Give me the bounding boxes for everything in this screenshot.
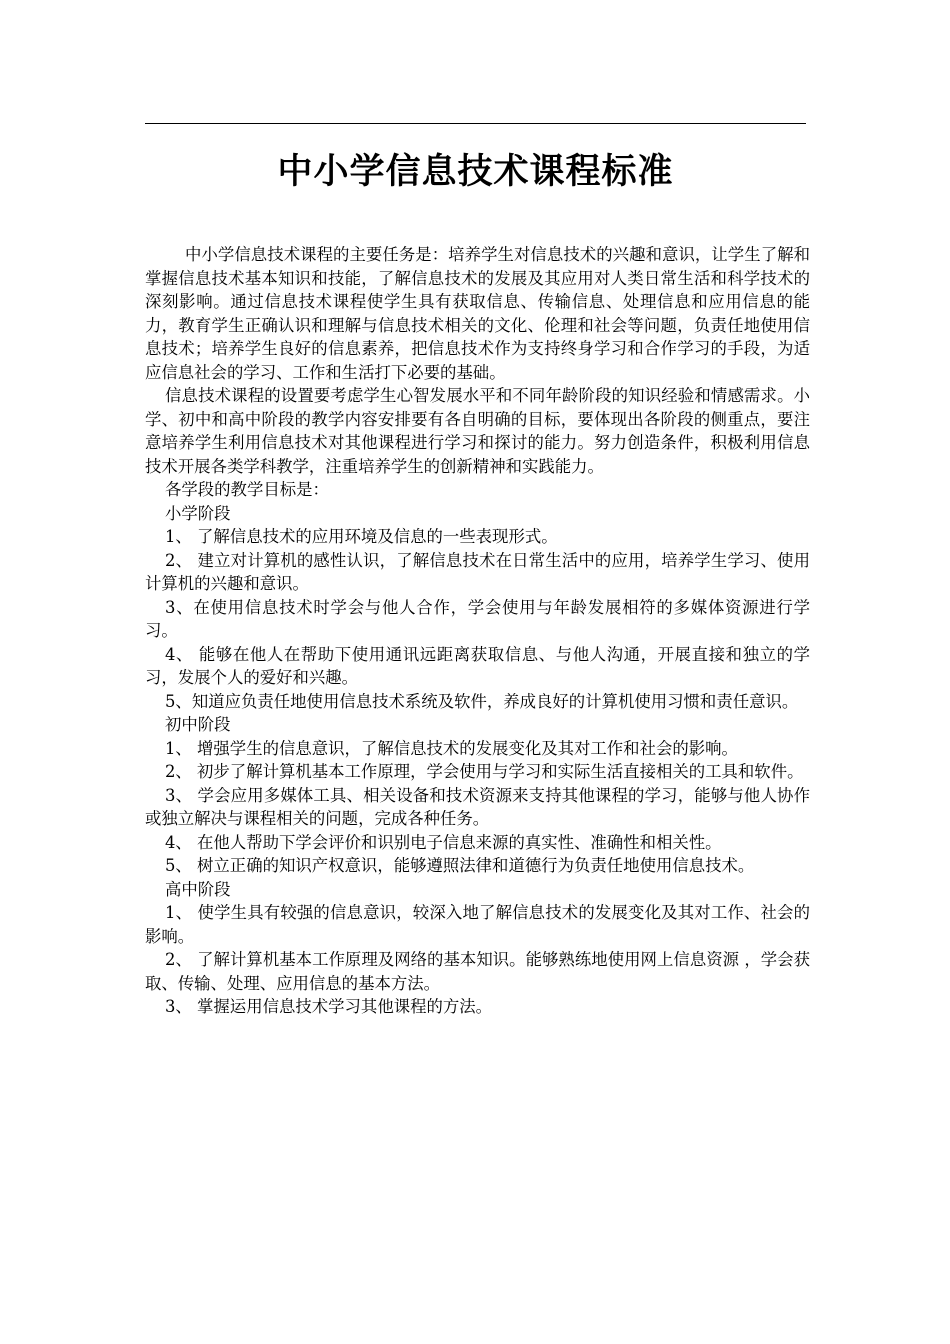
list-item: 2、 了解计算机基本工作原理及网络的基本知识。能够熟练地使用网上信息资源 ，学会获取、传输、处理、应用信息的基本方法。	[145, 950, 810, 993]
list-item: 1、 了解信息技术的应用环境及信息的一些表现形式。	[165, 527, 558, 546]
list-item: 5、 树立正确的知识产权意识，能够遵照法律和道德行为负责任地使用信息技术。	[165, 856, 755, 875]
list-item: 3、 掌握运用信息技术学习其他课程的方法。	[165, 997, 493, 1016]
list-item: 1、 增强学生的信息意识，了解信息技术的发展变化及其对工作和社会的影响。	[165, 738, 738, 758]
section-heading-junior: 初中阶段	[165, 715, 231, 734]
intro-paragraph: 中小学信息技术课程的主要任务是：培养学生对信息技术的兴趣和意识，让学生了解和掌握信息技术基本知识和技能，了解信息技术的发展及其应用对人类日常生活和科学技术的深刻影响。通过信息技术课程使学生具有获取信息、传输信息、处理信息和应用信息的能力，教育学生正确认识和理解与信息技术相关的文化、伦理和社会等问题，负责任地使用信息技术；培养学生良好的信息素养，把信息技术作为支持终身学习和合作学习的手段，为适应信息社会的学习、工作和生活打下必要的基础。	[145, 245, 810, 382]
list-item: 3、 学会应用多媒体工具、相关设备和技术资源来支持其他课程的学习，能够与他人协作或独立解决与课程相关的问题，完成各种任务。	[145, 785, 810, 828]
list-item: 5、知道应负责任地使用信息技术系统及软件，养成良好的计算机使用习惯和责任意识。	[165, 691, 799, 711]
list-item: 3、在使用信息技术时学会与他人合作，学会使用与年龄发展相符的多媒体资源进行学习。	[145, 597, 810, 640]
goals-intro: 各学段的教学目标是：	[165, 480, 329, 499]
section-heading-senior: 高中阶段	[165, 879, 231, 899]
list-item: 4、 能够在他人在帮助下使用通讯远距离获取信息、与他人沟通，开展直接和独立的学习，发展个人的爱好和兴趣。	[145, 644, 810, 687]
list-item: 1、 使学生具有较强的信息意识，较深入地了解信息技术的发展变化及其对工作、社会的影响。	[145, 903, 810, 946]
list-item: 4、 在他人帮助下学会评价和识别电子信息来源的真实性、准确性和相关性。	[165, 832, 722, 852]
list-item: 2、 初步了解计算机基本工作原理，学会使用与学习和实际生活直接相关的工具和软件。	[165, 762, 804, 781]
list-item: 2、 建立对计算机的感性认识，了解信息技术在日常生活中的应用，培养学生学习、使用计算机的兴趣和意识。	[145, 550, 810, 593]
section-heading-primary: 小学阶段	[165, 503, 231, 523]
document-body	[145, 243, 810, 1019]
header-rule	[145, 123, 806, 124]
design-paragraph: 信息技术课程的设置要考虑学生心智发展水平和不同年龄阶段的知识经验和情感需求。小学、初中和高中阶段的教学内容安排要有各自明确的目标，要体现出各阶段的侧重点，要注意培养学生利用信息技术对其他课程进行学习和探讨的能力。努力创造条件，积极利用信息技术开展各类学科教学，注重培养学生的创新精神和实践能力。	[145, 386, 810, 476]
document-title: 中小学信息技术课程标准	[277, 152, 674, 192]
